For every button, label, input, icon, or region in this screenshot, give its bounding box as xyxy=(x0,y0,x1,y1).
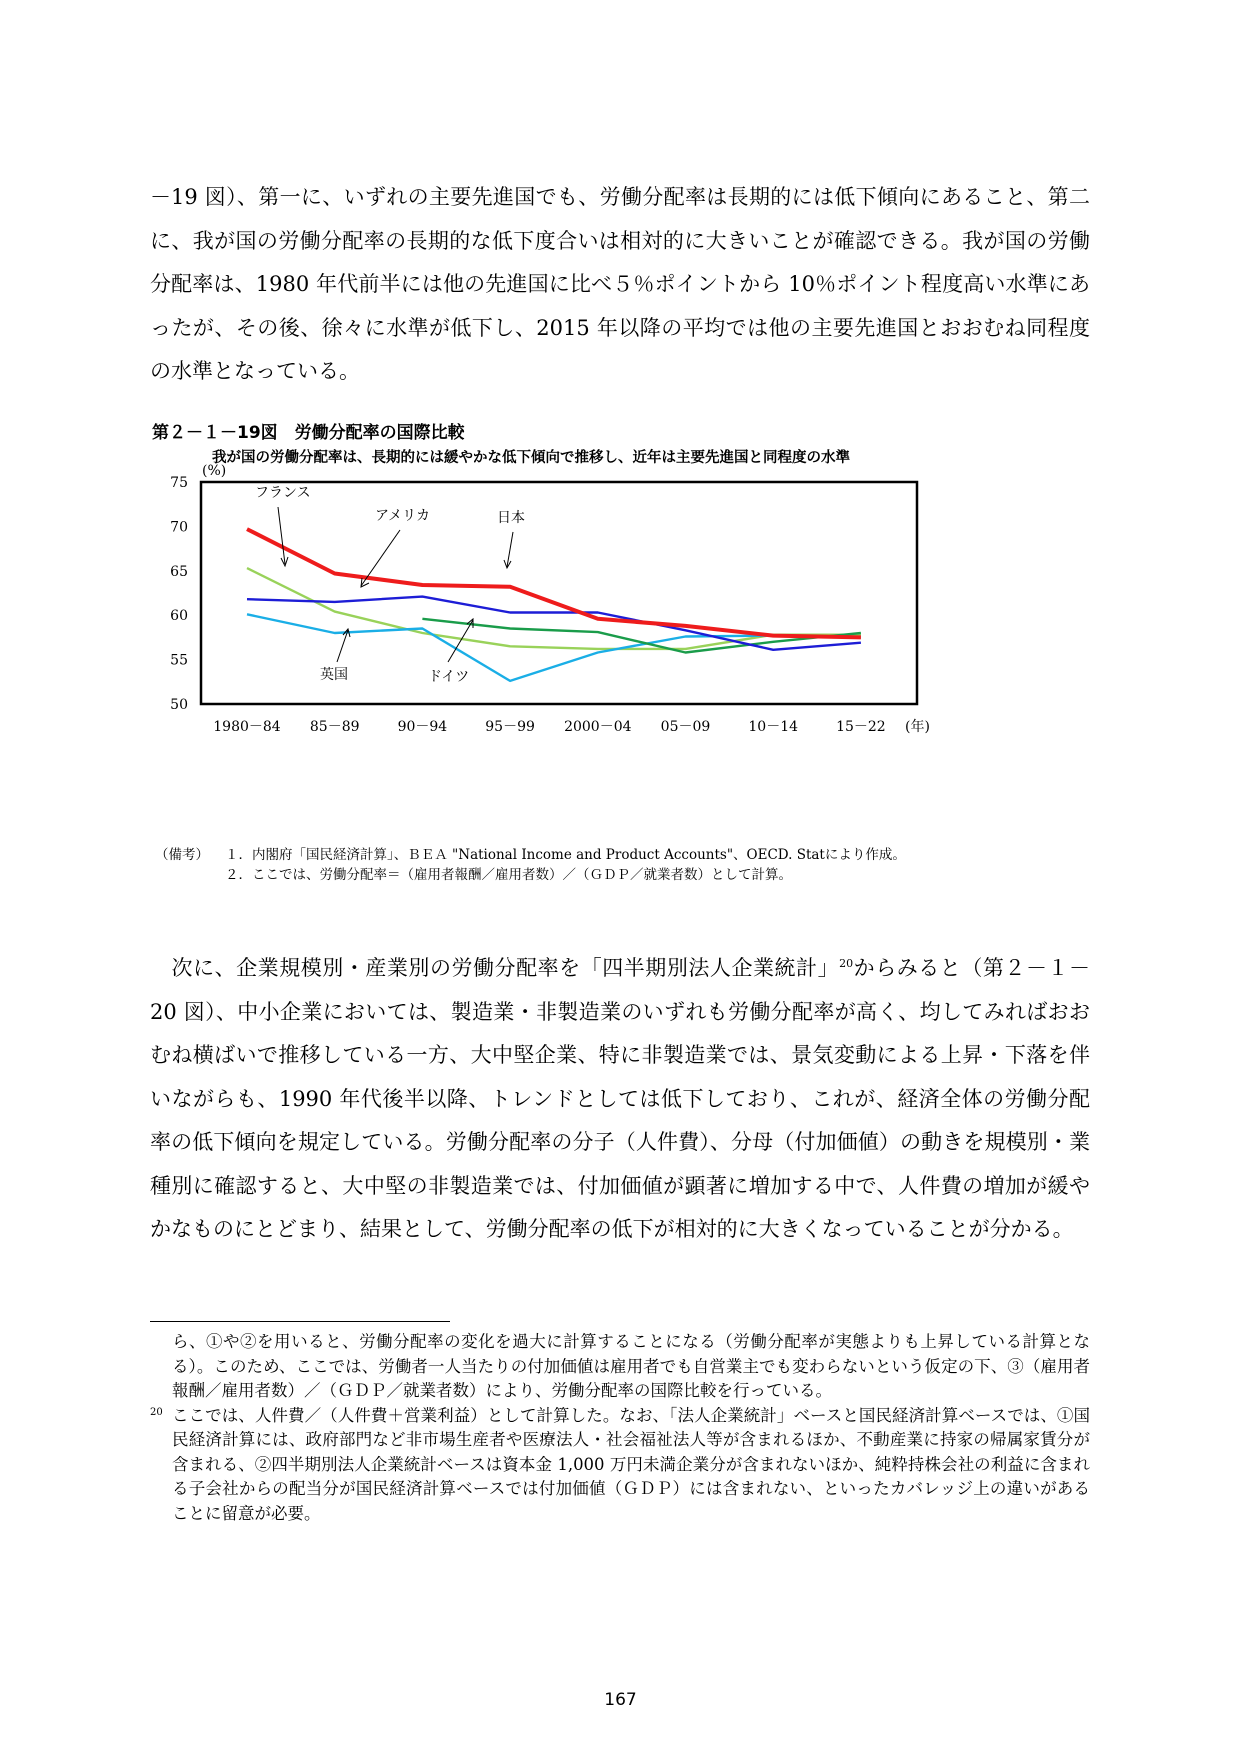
x-tick-label: 15－22 xyxy=(836,719,886,735)
x-tick-label: 2000－04 xyxy=(564,719,632,735)
annotation-usa xyxy=(361,508,430,587)
footnote-continuation: ら、①や②を用いると、労働分配率の変化を過大に計算することになる（労働分配率が実態よりも上昇している計算となる）。このため、ここでは、労働者一人当たりの付加価値は雇用者でも自営業主でも変わらないという仮定の下、③（雇用者報酬／雇用者数）／（ＧＤＰ／就業者数）により、労働分配率の国際比較を行っている。 xyxy=(172,1332,1090,1400)
x-tick-label: 95－99 xyxy=(485,719,535,735)
annotation-france xyxy=(255,485,311,566)
annotation-uk xyxy=(320,629,350,683)
annotation-japan xyxy=(497,509,525,568)
note-1: １．内閣府「国民経済計算」、ＢＥＡ "National Income and Product Accounts"、OECD. Statにより作成。 xyxy=(225,847,906,863)
footnote-20-number: 20 xyxy=(150,1406,163,1418)
y-tick-label: 55 xyxy=(170,652,188,669)
x-tick-label: 90－94 xyxy=(397,719,448,735)
series-label-france: フランス xyxy=(255,485,311,501)
notes-label: （備考） xyxy=(155,847,209,863)
series-lines xyxy=(247,529,861,681)
y-axis-ticks xyxy=(170,475,188,713)
footnote-20-text: ここでは、人件費／（人件費＋営業利益）として計算した。なお、「法人企業統計」ベースと国民経済計算ベースでは、①国民経済計算には、政府部門など非市場生産者や医療法人・社会福祉法人等が含まれるほか、不動産業に持家の帰属家賃分が含まれる、②四半期別法人企業統計ベースは資本金 1,000 万円未満企業分が含まれないほか、純粋持株会社の利益に含まれる子会社からの配当分が国民経済計算ベースでは付加価値（ＧＤＰ）には含まれない、といったカバレッジ上の違いがあることに留意が必要。 xyxy=(172,1405,1090,1523)
x-tick-label: 85－89 xyxy=(309,719,360,735)
x-tick-label: 1980－84 xyxy=(213,719,281,735)
body-paragraph-1: －19 図）、第一に、いずれの主要先進国でも、労働分配率は長期的には低下傾向にあること、第二に、我が国の労働分配率の長期的な低下度合いは相対的に大きいことが確認できる。我が国の労働分配率は、1980 年代前半には他の先進国に比べ５％ポイントから 10％ポイント程度高い水準にあったが、その後、徐々に水準が低下し、2015 年以降の平均では他の主要先進国とおおむね同程度の水準となっている。 xyxy=(150,185,1090,383)
series-label-germany: ドイツ xyxy=(428,669,470,685)
footnote-ref-20: 20 xyxy=(839,957,854,970)
series-label-usa: アメリカ xyxy=(375,508,431,524)
paragraph2-text-b: からみると（第２－１－20 図）、中小企業においては、製造業・非製造業のいずれも労働分配率が高く、均してみればおおむね横ばいで推移している一方、大中堅企業、特に非製造業では、景気変動による上昇・下落を伴いながらも、1990 年代後半以降、トレンドとしては低下しており、これが、経済全体の労働分配率の低下傾向を規定している。労働分配率の分子（人件費）、分母（付加価値）の動きを規模別・業種別に確認すると、大中堅の非製造業では、付加価値が顕著に増加する中で、人件費の増加が緩やかなものにとどまり、結果として、労働分配率の低下が相対的に大きくなっていることが分かる。 xyxy=(150,956,1091,1241)
x-tick-label: 05－09 xyxy=(660,719,711,735)
footnote-divider xyxy=(150,1321,450,1322)
plot-frame xyxy=(201,482,917,704)
paragraph2-text-a: 次に、企業規模別・産業別の労働分配率を「四半期別法人企業統計」 xyxy=(171,956,840,980)
x-unit-label: (年) xyxy=(905,719,930,735)
note-2: ２．ここでは、労働分配率＝（雇用者報酬／雇用者数）／（ＧＤＰ／就業者数）として計算。 xyxy=(225,867,792,883)
figure-notes xyxy=(155,845,906,885)
y-tick-label: 75 xyxy=(170,475,188,491)
series-line-japan xyxy=(247,529,861,637)
y-tick-label: 50 xyxy=(170,697,188,713)
body-paragraph-2 xyxy=(150,942,1090,1252)
y-tick-label: 60 xyxy=(170,608,188,625)
annotation-germany xyxy=(428,619,473,685)
x-tick-label: 10－14 xyxy=(748,719,799,735)
y-unit-label: (%) xyxy=(202,463,227,479)
y-tick-label: 70 xyxy=(170,519,188,536)
x-axis-ticks xyxy=(213,719,885,735)
series-label-uk: 英国 xyxy=(320,667,348,683)
figure-subtitle: 我が国の労働分配率は、長期的には緩やかな低下傾向で推移し、近年は主要先進国と同程度の水準 xyxy=(212,450,850,466)
page-number: 167 xyxy=(604,1690,637,1710)
footnote-20 xyxy=(150,1404,1090,1527)
y-tick-label: 65 xyxy=(170,563,188,580)
figure-title: 第２－１－19図 労働分配率の国際比較 xyxy=(152,423,465,443)
footnotes xyxy=(150,1330,1090,1526)
labor-share-line-chart xyxy=(150,463,1090,822)
series-label-japan: 日本 xyxy=(497,510,525,526)
